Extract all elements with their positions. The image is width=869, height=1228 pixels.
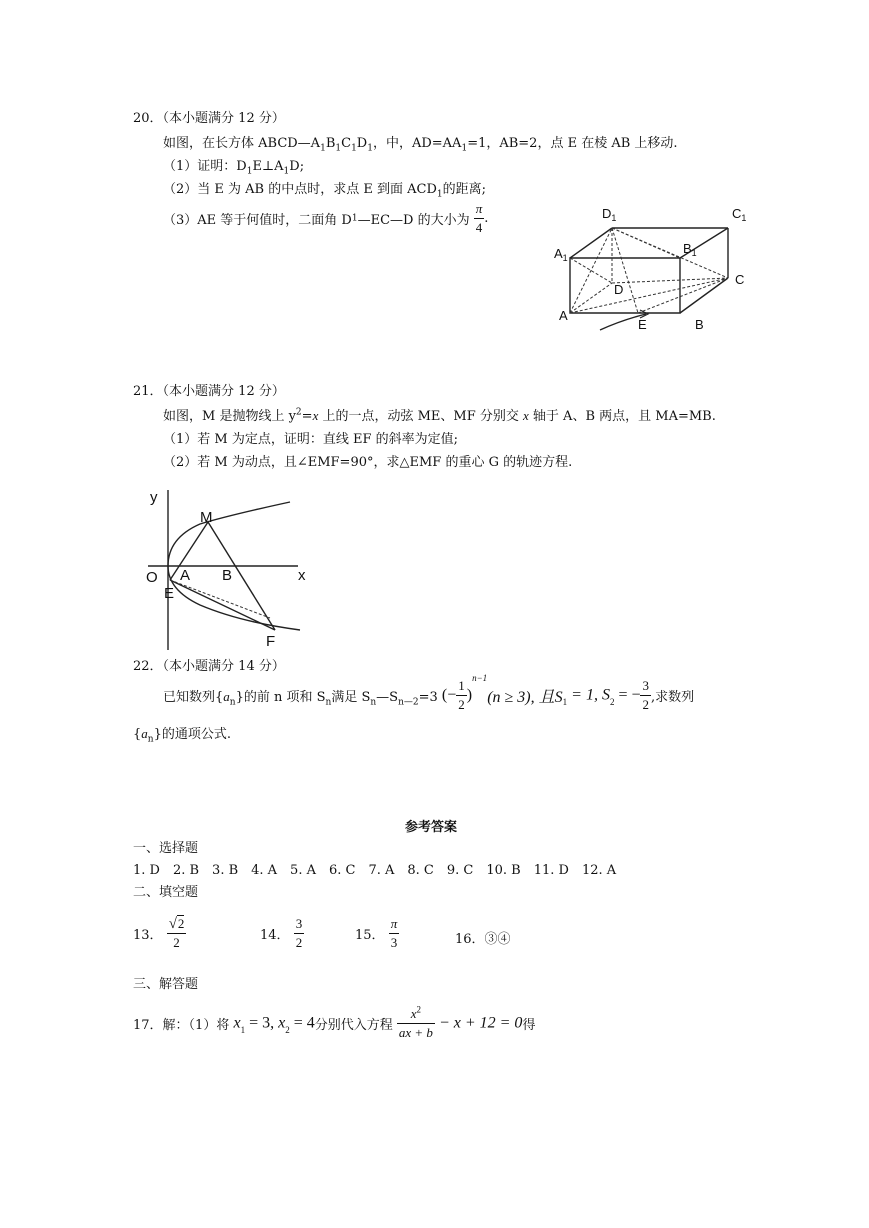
section-solve: 三、解答题 [133,977,199,992]
q21-part2: （2）若 M 为动点，且∠EMF=90°，求△EMF 的重心 G 的轨迹方程. [163,455,573,470]
q21-intro: 如图，M 是抛物线上 $y^2=x$ 上的一点，动弦 ME、MF 分别交 x 轴于 A、B 两点，且 MA=MB. [163,407,716,424]
three-halves-fraction: $\frac{3}{2}$ [642,678,649,712]
three-halves: $\frac{3}{2}$ [295,916,303,950]
label-D1: $D_1$ [602,206,617,223]
label-B1: $B_1$ [683,241,697,258]
label-E: E [164,585,175,602]
answer-16: 16．③④ [455,932,511,947]
choice-answers: 1. D 2. B 3. B 4. A 5. A 6. C 7. A 8. C 9. C 10. B 11. D 12. A [133,863,617,878]
label-O: O [146,569,158,586]
pi-over-4: $\frac{\pi}{4}$ [475,201,483,235]
q17-solution-line: 17．解：（1）将 $x_1 = 3$, $x_2 = 4$分别代入方程 $\frac{x^2}{ax + b}$ − x + 12 = 0得 [133,1004,536,1040]
q17-fraction: $\frac{x^2}{ax + b}$ [398,1004,433,1040]
answer-15: 15． $\frac{\pi}{3}$ [355,916,398,950]
q20-part1: （1）证明：$D_1E\perp A_1D$; [163,159,305,177]
label-D: D [614,282,624,297]
q22-header: 22．（本小题满分 14 分） [133,659,285,674]
label-A1: $A_1$ [554,246,568,263]
q20-intro: 如图，在长方体 $ABCD—A_1B_1C_1D_1$，中，$AD=AA_1=1$，AB=2，点 E 在棱 AB 上移动. [163,136,678,154]
label-F: F [266,633,276,650]
label-M: M [200,509,213,526]
section-fill: 二、填空题 [133,885,199,900]
label-A: A [559,308,568,323]
label-B: B [222,567,233,584]
one-half-fraction: $\frac{1}{2}$ [458,678,465,712]
q22-line1: 已知数列$\{a_n\}$的前 n 项和 $S_n$满足 $S_n—S_{n—2}=3$ (− $\frac{1}{2}$ )$^{n-1}$(n ≥ 3), 且$S_1 = 1$, $S_2$ = − $\frac{3}{2}$ ,求数列 [163,673,695,712]
answer-14: 14． $\frac{3}{2}$ [260,916,303,950]
label-x: x [298,567,306,584]
answer-13: 13． $\frac{√2}{2}$ [133,916,185,950]
section-choice: 一、选择题 [133,841,199,856]
label-C1: $C_1$ [732,206,747,223]
q20-part2: （2）当 E 为 AB 的中点时，求点 E 到面 $ACD_1$的距离; [163,182,487,200]
q22-line2: $\{a_n\}$的通项公式. [133,726,231,745]
parabola-figure [140,480,320,655]
front-face [570,258,680,313]
label-E: E [638,317,647,332]
label-B: B [695,317,704,332]
label-A: A [180,567,191,584]
sqrt2-over-2: $\frac{√2}{2}$ [168,916,185,950]
answers-title: 参考答案 [405,820,458,835]
q21-header: 21．（本小题满分 12 分） [133,384,285,399]
q20-header: 20．（本小题满分 12 分） [133,111,285,126]
q20-part3: （3）AE 等于何值时，二面角 D1—EC—D 的大小为 $\frac{\pi}{4}$ . [163,201,489,235]
label-y: y [150,489,158,506]
label-C: C [735,272,745,287]
cuboid-figure [550,198,760,343]
q21-part1: （1）若 M 为定点，证明：直线 EF 的斜率为定值; [163,432,459,447]
pi-over-3: $\frac{\pi}{3}$ [390,916,398,950]
